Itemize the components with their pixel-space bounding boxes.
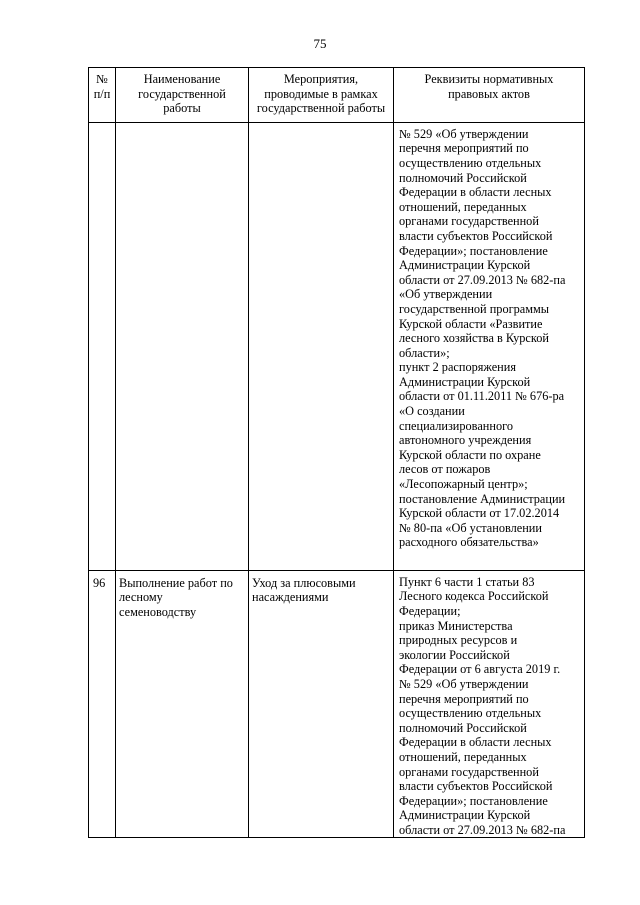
text-line: Выполнение работ по — [119, 575, 233, 590]
text-line: пункт 2 распоряжения — [399, 360, 517, 375]
text-line: семеноводству — [119, 604, 197, 619]
text-line: лесному — [119, 590, 163, 605]
text-line: области от 27.09.2013 № 682-па — [399, 822, 566, 837]
text-line: «О создании — [399, 404, 465, 419]
text-line: насаждениями — [252, 590, 329, 605]
text-line: Мероприятия, — [283, 72, 359, 86]
text-line: области от 27.09.2013 № 682-па — [399, 272, 566, 287]
text-line: Федерации»; постановление — [399, 243, 548, 258]
text-line: Администрации Курской — [399, 258, 531, 273]
cell-legal-acts — [394, 570, 585, 838]
text-line: осуществлению отдельных — [399, 706, 542, 721]
text-line: «Об утверждении — [399, 287, 493, 302]
cell-activities — [249, 570, 394, 838]
text-line: Курской области по охране — [399, 447, 541, 462]
cell-work-name — [116, 122, 249, 570]
text-line: Федерации в области лесных — [399, 735, 552, 750]
text-line: Уход за плюсовыми — [252, 575, 356, 590]
text-line: природных ресурсов и — [399, 633, 518, 648]
table-row — [89, 122, 585, 570]
text-line: власти субъектов Российской — [399, 779, 553, 794]
text-line: № — [96, 72, 108, 86]
text-line: постановление Администрации — [399, 491, 566, 506]
text-line: власти субъектов Российской — [399, 228, 553, 243]
header-legal-acts — [394, 68, 585, 123]
cell-number — [89, 122, 116, 570]
text-line: Лесного кодекса Российской — [399, 589, 549, 604]
text-line: полномочий Российской — [399, 720, 527, 735]
text-line: Федерации»; постановление — [399, 793, 548, 808]
header-activities — [249, 68, 394, 123]
text-line: экологии Российской — [399, 647, 510, 662]
cell-activities — [249, 122, 394, 570]
text-line: приказ Министерства — [399, 618, 513, 633]
cell-legal-acts — [394, 122, 585, 570]
text-line: Федерации; — [399, 603, 461, 618]
text-line: осуществлению отдельных — [399, 155, 542, 170]
text-line: расходного обязательства» — [399, 535, 539, 550]
regulations-table — [88, 67, 585, 838]
text-line: государственной работы — [256, 101, 386, 116]
text-line: области»; — [399, 345, 450, 360]
header-work-name — [116, 68, 249, 123]
text-line: «Лесопожарный центр»; — [399, 477, 528, 492]
text-line: перечня мероприятий по — [399, 691, 529, 706]
text-line: Курской области «Развитие — [399, 316, 543, 331]
text-line: Федерации в области лесных — [399, 185, 552, 200]
table-row — [89, 570, 585, 838]
text-line: п/п — [93, 86, 111, 101]
text-line: № 80-па «Об установлении — [399, 520, 542, 535]
text-line: органами государственной — [399, 764, 539, 779]
cell-number: 96 — [89, 570, 116, 838]
text-line: государственной программы — [399, 301, 550, 316]
text-line: лесного хозяйства в Курской — [399, 331, 549, 346]
text-line: автономного учреждения — [399, 433, 532, 448]
text-line: № 529 «Об утверждении — [399, 126, 529, 141]
text-line: Наименование — [143, 72, 221, 86]
text-line: лесов от пожаров — [399, 462, 491, 477]
text-line: специализированного — [399, 418, 513, 433]
text-line: работы — [163, 101, 201, 116]
text-line: проводимые в рамках — [264, 86, 378, 101]
text-line: отношений, переданных — [399, 199, 527, 214]
text-line: Курской области от 17.02.2014 — [399, 506, 560, 521]
text-line: полномочий Российской — [399, 170, 527, 185]
text-line: отношений, переданных — [399, 749, 527, 764]
text-line: № 529 «Об утверждении — [399, 676, 529, 691]
text-line: государственной — [138, 86, 226, 101]
text-line: Администрации Курской — [399, 808, 531, 823]
text-line: перечня мероприятий по — [399, 141, 529, 156]
text-line: Пункт 6 части 1 статьи 83 — [399, 574, 535, 589]
text-line: Реквизиты нормативных — [424, 72, 554, 86]
text-line: области от 01.11.2011 № 676-ра — [399, 389, 565, 404]
page-number: 75 — [313, 36, 327, 51]
text-line: органами государственной — [399, 214, 539, 229]
table-header-row — [89, 68, 585, 123]
text-line: Федерации от 6 августа 2019 г. — [399, 662, 561, 677]
header-number — [89, 68, 116, 123]
text-line: правовых актов — [448, 86, 530, 101]
text-line: Администрации Курской — [399, 374, 531, 389]
cell-work-name — [116, 570, 249, 838]
